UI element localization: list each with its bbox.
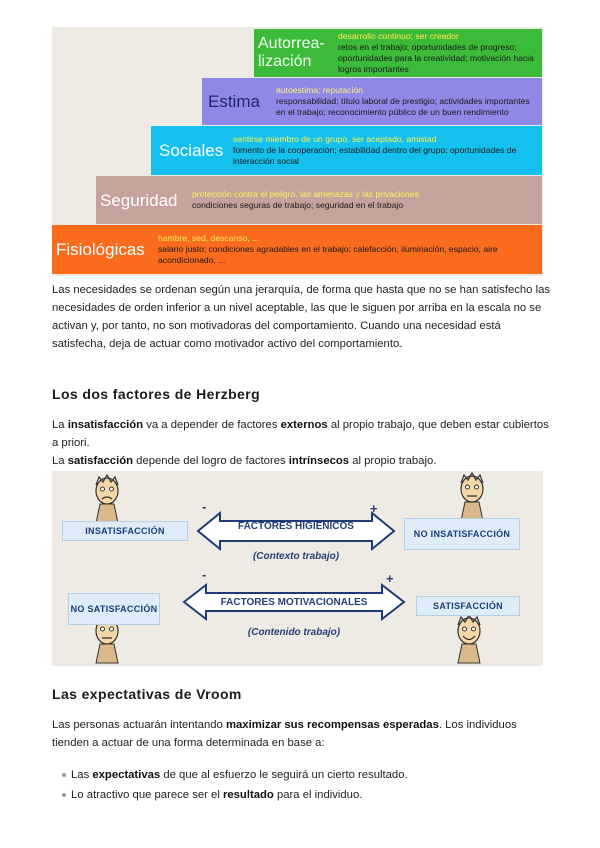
level-name: Seguridad <box>100 190 178 210</box>
satisfaccion-box: SATISFACCIÓN <box>416 596 520 616</box>
level-detail: condiciones seguras de trabajo; seguridad en el trabajo <box>192 200 404 210</box>
factores-motivacionales-label: FACTORES MOTIVACIONALES <box>220 597 368 608</box>
vroom-heading: Las expectativas de Vroom <box>52 686 242 702</box>
plus-sign: + <box>370 501 378 516</box>
level-name: Estima <box>208 92 260 111</box>
plus-sign: + <box>386 571 394 586</box>
contexto-trabajo-label: (Contexto trabajo) <box>252 551 340 562</box>
level-name: Fisiológicas <box>56 240 145 259</box>
vroom-paragraph: Las personas actuarán intentando maximizar sus recompensas esperadas. Los individuos tienden a actuar de una forma determinada en base a: <box>52 719 517 749</box>
level-lead: sentirse miembro de un grupo, ser aceptado, amistad <box>233 134 437 144</box>
minus-sign: - <box>202 499 207 514</box>
vroom-list <box>62 765 408 805</box>
herzberg-heading: Los dos factores de Herzberg <box>52 386 261 402</box>
happy-face-icon <box>452 613 486 665</box>
herzberg-line-1: La insatisfacción va a depender de factores externos al propio trabajo, que deben estar cubiertos a priori. <box>52 419 549 449</box>
level-lead: hambre, sed, descanso, ... <box>158 233 260 243</box>
level-name: Sociales <box>159 141 224 160</box>
minus-sign: - <box>202 567 207 582</box>
pyramid-level-estima <box>202 78 542 125</box>
level-detail: retos en el trabajo; oportunidades de progreso; oportunidades para la creatividad; motivación hacia logros importantes <box>338 42 534 74</box>
level-lead: desarrollo continuo; ser creador <box>338 31 459 41</box>
pyramid-level-autorrealizacion <box>254 29 542 77</box>
contenido-trabajo-label: (Contenido trabajo) <box>247 627 341 638</box>
level-lead: protección contra el peligro, las amenazas y las privaciones <box>192 189 419 199</box>
unhappy-face-icon <box>90 473 124 525</box>
maslow-pyramid <box>52 27 543 276</box>
level-detail: salario justo; condiciones agradables en el trabajo; calefacción, iluminación, espacio, aire acondicionado, ... <box>158 244 498 265</box>
level-detail: responsabilidad; título laboral de prestigio; actividades importantes en el trabajo; reconocimiento público de un buen rendimiento <box>276 96 530 117</box>
list-item: Lo atractivo que parece ser el resultado para el individuo. <box>62 785 408 805</box>
pyramid-level-seguridad <box>96 176 542 224</box>
insatisfaccion-box: INSATISFACCIÓN <box>62 521 188 541</box>
herzberg-line-2: La satisfacción depende del logro de factores intrínsecos al propio trabajo. <box>52 455 437 467</box>
factores-higienicos-label: FACTORES HIGIÉNICOS <box>238 521 354 532</box>
level-lead: autoestima; reputación <box>276 85 363 95</box>
list-item: Las expectativas de que al esfuerzo le seguirá un cierto resultado. <box>62 765 408 785</box>
neutral-face-icon <box>455 471 489 523</box>
pyramid-level-sociales <box>151 126 542 175</box>
level-detail: fomento de la cooperación; estabilidad dentro del grupo; oportunidades de interacción social <box>233 145 517 166</box>
maslow-paragraph: Las necesidades se ordenan según una jerarquía, de forma que hasta que no se han satisfecho las necesidades de orden inferior a un nivel aceptable, las que le siguen por arriba en la escala no se activan y, por tanto, no son motivadoras del comportamiento. Cuando una necesidad está satisfecha, deja de actuar como motivador activo del comportamiento. <box>52 284 551 350</box>
pyramid-level-fisiologicas <box>52 225 542 274</box>
level-name: Autorrea-lización <box>258 35 325 70</box>
herzberg-diagram <box>52 471 543 666</box>
no-insatisfaccion-box: NO INSATISFACCIÓN <box>404 518 520 550</box>
no-satisfaccion-box: NO SATISFACCIÓN <box>68 593 160 625</box>
